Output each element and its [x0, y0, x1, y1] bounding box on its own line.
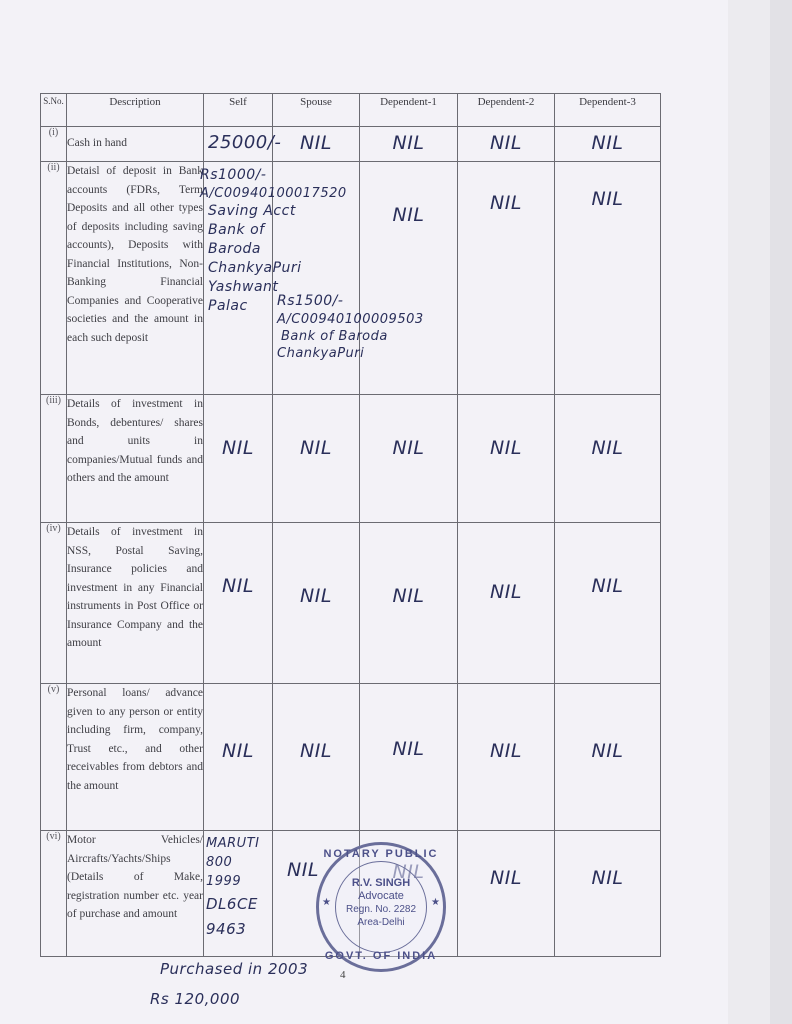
header-spouse: Spouse	[273, 94, 360, 127]
stamp-top-text: NOTARY PUBLIC	[323, 848, 439, 860]
purchase-note: Purchased in 2003	[160, 960, 309, 978]
header-dependent-1: Dependent-1	[360, 94, 458, 127]
self-value: 25000/-	[204, 127, 273, 162]
spouse-value: NIL	[273, 523, 360, 684]
self-value: NIL	[204, 395, 273, 523]
dependent-1-value: NIL	[360, 162, 458, 395]
row-description: Detaisl of deposit in Bank accounts (FDRs, Term Deposits and all other types of deposits including saving accounts), Deposits with Financial Institutions, Non-Banking Financial Companies and Cooperative societies and the amount in each such deposit	[67, 162, 204, 395]
dependent-1-value: NIL	[360, 831, 458, 957]
table-row	[41, 523, 661, 684]
table-header-row	[41, 94, 661, 127]
self-deposit-line: Palac	[208, 298, 248, 314]
page-edge-shadow	[770, 0, 792, 1024]
row-number: (i)	[41, 127, 67, 162]
dependent-3-value: NIL	[555, 162, 661, 395]
page-number: 4	[340, 969, 346, 981]
table-row	[41, 127, 661, 162]
star-icon: ★	[431, 897, 440, 908]
row-description: Details of investment in NSS, Postal Saving, Insurance policies and investment in any Financial instruments in Post Office or Insurance Company and the amount	[67, 523, 204, 684]
spouse-value: NIL	[273, 684, 360, 831]
self-deposit-line: ChankyaPuri	[208, 260, 302, 276]
assets-table	[40, 93, 661, 957]
self-vehicle-details	[204, 831, 273, 957]
star-icon: ★	[322, 897, 331, 908]
header-description: Description	[67, 94, 204, 127]
self-deposit-line: Saving Acct	[208, 203, 296, 219]
dependent-3-value: NIL	[555, 395, 661, 523]
self-vehicle-line: DL6CE	[206, 895, 258, 913]
spouse-deposit-line: Bank of Baroda	[281, 329, 388, 344]
self-vehicle-line: 800	[206, 855, 233, 870]
spouse-deposit-line: Rs1500/-	[277, 293, 344, 309]
dependent-3-value: NIL	[555, 127, 661, 162]
purchase-amount: Rs 120,000	[150, 990, 241, 1008]
self-value: NIL	[204, 684, 273, 831]
dependent-2-value: NIL	[458, 127, 555, 162]
dependent-2-value: NIL	[458, 684, 555, 831]
spouse-deposit-line: ChankyaPuri	[277, 346, 365, 361]
self-deposit-line: Yashwant	[208, 279, 279, 295]
header-dependent-2: Dependent-2	[458, 94, 555, 127]
row-description: Motor Vehicles/ Aircrafts/Yachts/Ships (Details of Make, registration number etc. year of purchase and amount	[67, 831, 204, 957]
self-vehicle-line: 1999	[206, 874, 242, 889]
stamp-center-text	[319, 877, 443, 929]
dependent-1-value: NIL	[360, 684, 458, 831]
table-row	[41, 684, 661, 831]
dependent-2-value: NIL	[458, 395, 555, 523]
header-dependent-3: Dependent-3	[555, 94, 661, 127]
table-row	[41, 162, 661, 395]
row-number: (iv)	[41, 523, 67, 684]
self-vehicle-line: 9463	[206, 920, 247, 938]
stamp-area: Area-Delhi	[357, 917, 405, 928]
spouse-value: NIL	[273, 127, 360, 162]
dependent-2-value: NIL	[458, 523, 555, 684]
self-deposit-line: Bank of	[208, 222, 265, 238]
dependent-3-value: NIL	[555, 831, 661, 957]
dependent-3-value: NIL	[555, 523, 661, 684]
row-number: (ii)	[41, 162, 67, 395]
self-vehicle-line: MARUTI	[206, 836, 260, 851]
self-deposit-line: Baroda	[208, 241, 261, 257]
row-number: (v)	[41, 684, 67, 831]
stamp-regn: Regn. No. 2282	[345, 904, 417, 915]
spouse-value: NIL	[273, 831, 360, 957]
row-number: (vi)	[41, 831, 67, 957]
self-deposit-line: Rs1000/-	[200, 167, 267, 183]
dependent-1-value: NIL	[360, 395, 458, 523]
spouse-value: NIL	[273, 395, 360, 523]
dependent-1-value: NIL	[360, 523, 458, 684]
row-description: Personal loans/ advance given to any person or entity including firm, company, Trust etc., and other receivables from debtors and the amount	[67, 684, 204, 831]
notary-stamp	[316, 842, 446, 972]
table-row	[41, 395, 661, 523]
dependent-3-value: NIL	[555, 684, 661, 831]
self-value: NIL	[204, 523, 273, 684]
stamp-name: R.V. SINGH	[351, 877, 411, 889]
stamp-bottom-text: GOVT. OF INDIA	[324, 950, 438, 962]
header-self: Self	[204, 94, 273, 127]
header-sno: S.No.	[41, 94, 67, 127]
row-number: (iii)	[41, 395, 67, 523]
dependent-2-value: NIL	[458, 162, 555, 395]
dependent-1-value: NIL	[360, 127, 458, 162]
self-deposit-line: A/C00940100017520	[200, 186, 347, 201]
stamp-title: Advocate	[358, 890, 404, 902]
dependent-2-value: NIL	[458, 831, 555, 957]
row-description: Cash in hand	[67, 127, 204, 162]
row-description: Details of investment in Bonds, debentures/ shares and units in companies/Mutual funds and others and the amount	[67, 395, 204, 523]
spouse-deposit-line: A/C00940100009503	[277, 312, 424, 327]
